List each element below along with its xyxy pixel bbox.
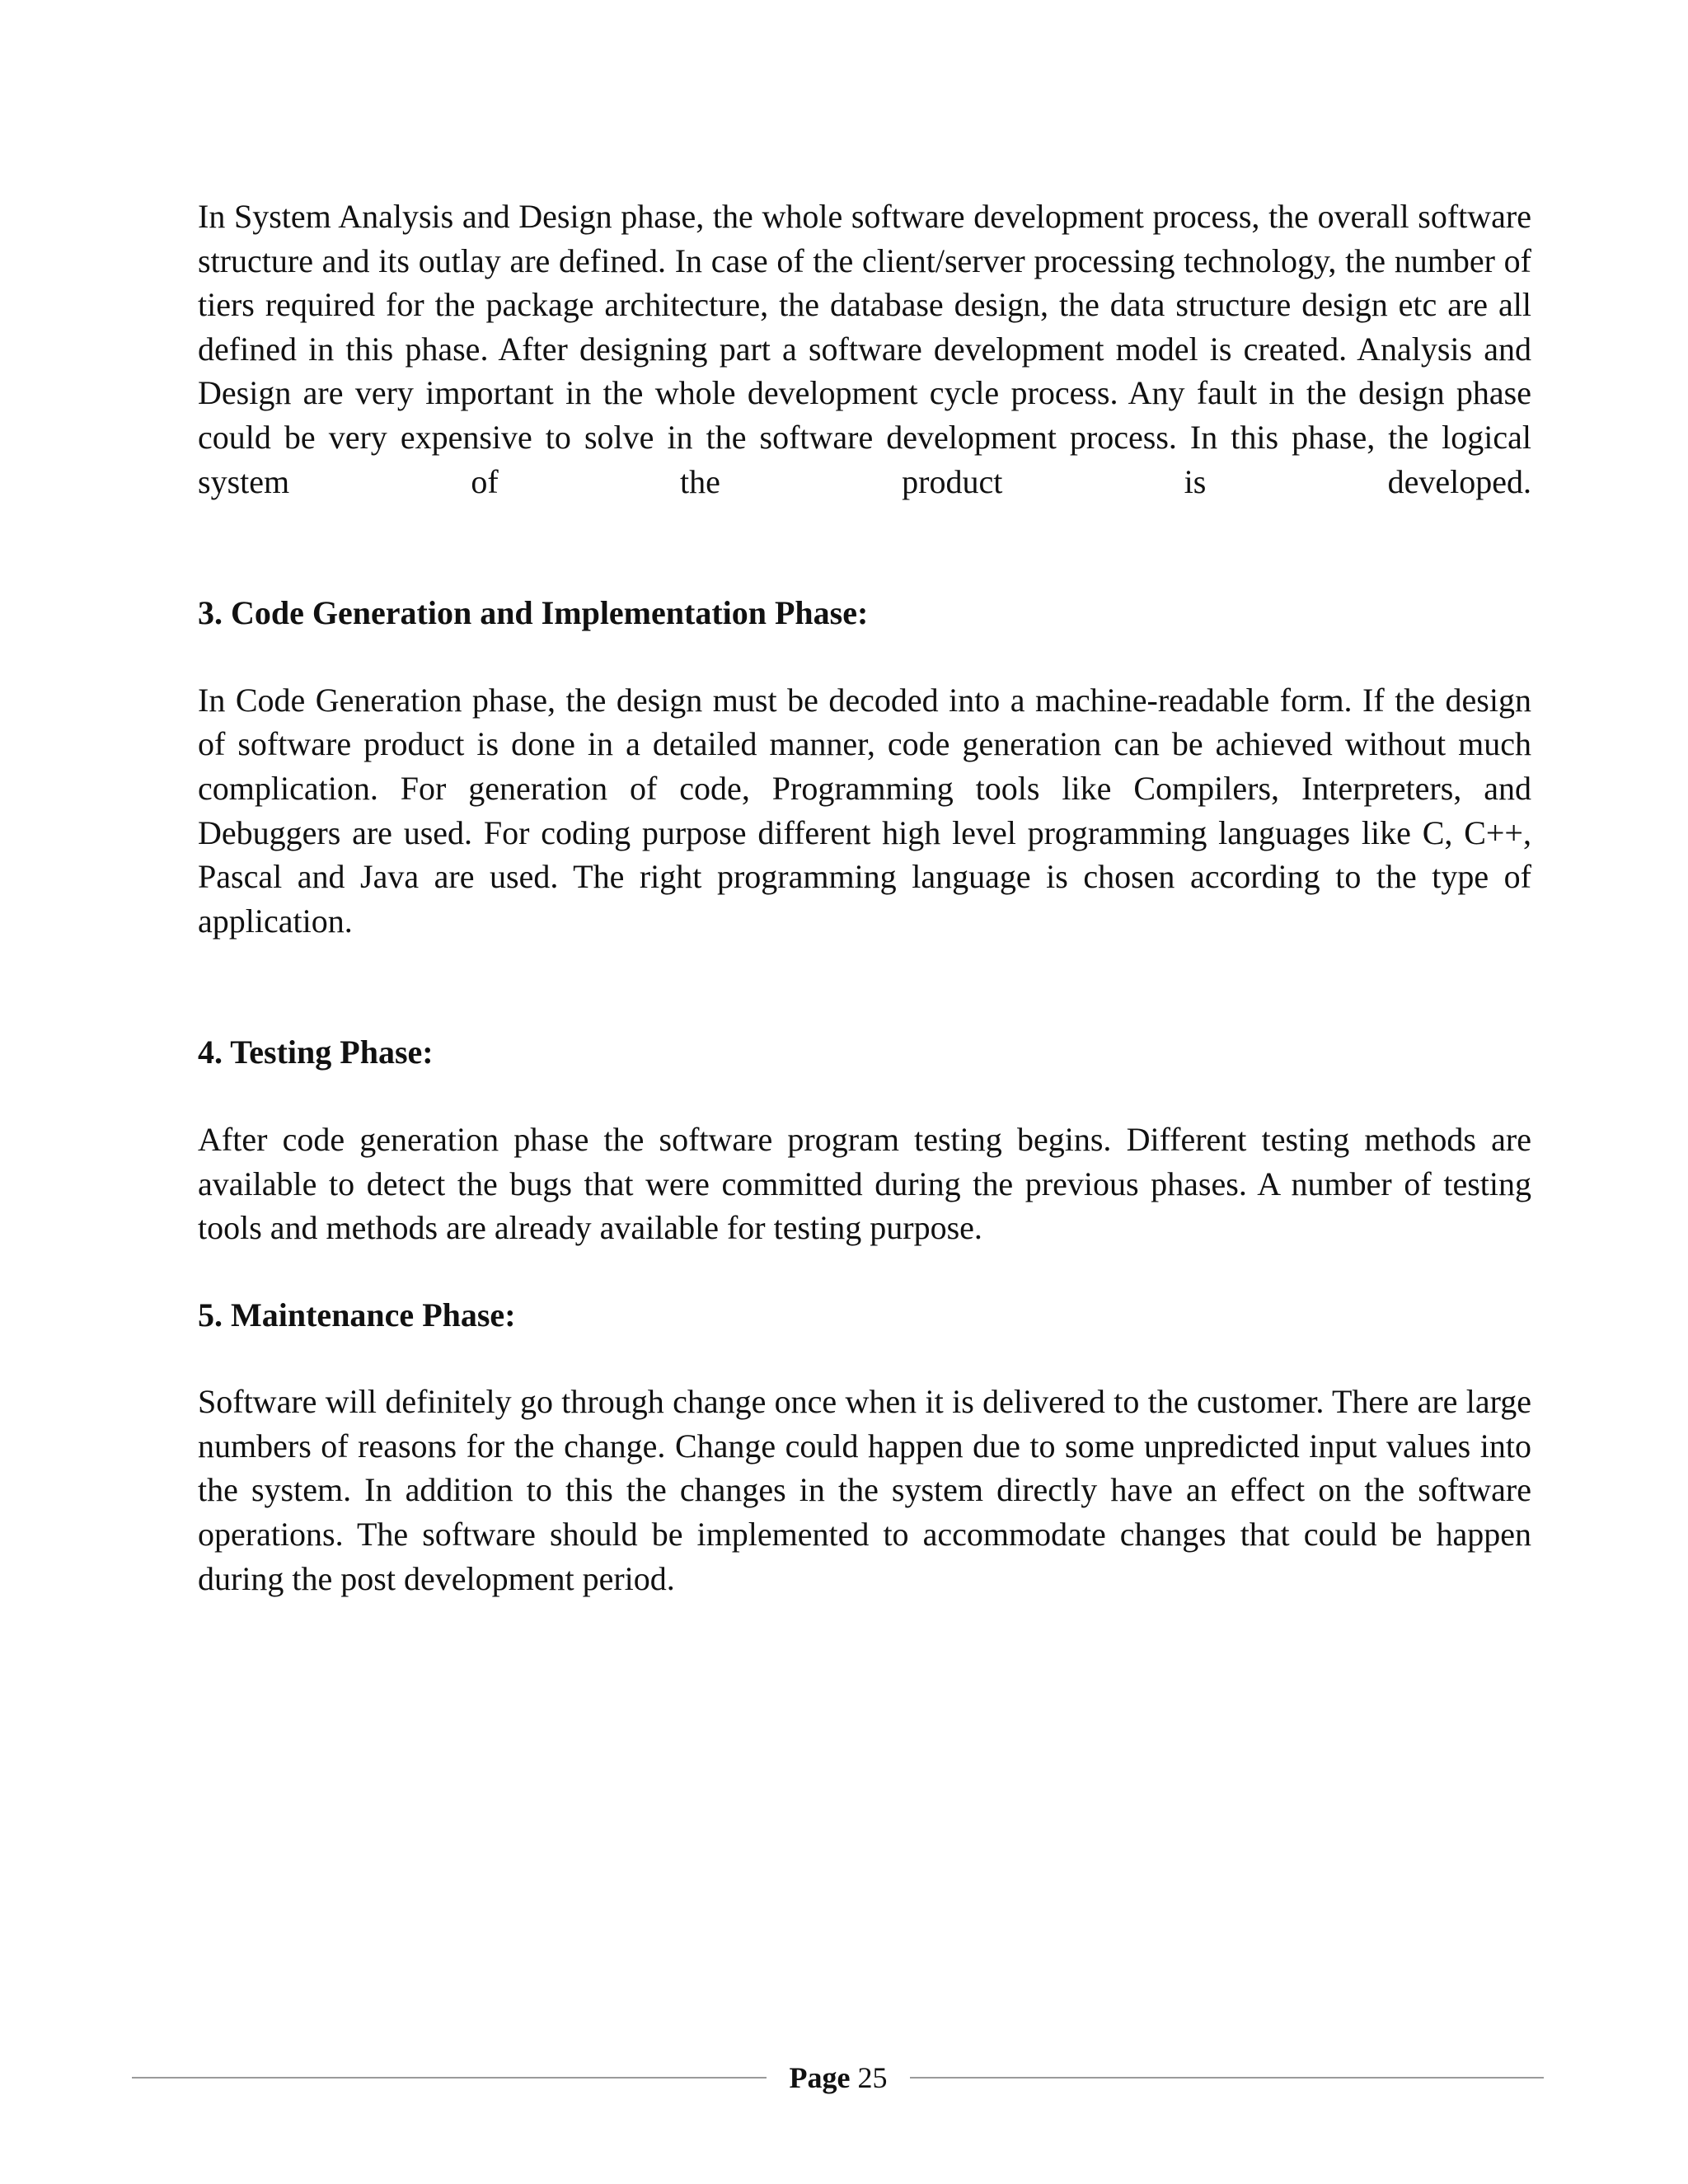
- section-body-code-generation: In Code Generation phase, the design must be decoded into a machine-readable form. If the design of software product is done in a detailed manner, code generation can be achieved without much complication. For generation of code, Programming tools like Compilers, Interpreters, and Debuggers are used. For coding purpose different high level programming languages like C, C++, Pascal and Java are used. The right programming language is chosen according to the type of application.: [198, 681, 1531, 940]
- intro-paragraph: In System Analysis and Design phase, the whole software development process, the overall software structure and its outlay are defined. In case of the client/server processing technology, the number of tiers required for the package architecture, the database design, the data structure design etc are all defined in this phase. After designing part a software development model is created. Analysis and Design are very important in the whole development cycle process. Any fault in the design phase could be very expensive to solve in the software development process. In this phase, the logical system of the product is developed.: [198, 198, 1531, 500]
- footer-rule-left: [132, 2077, 767, 2079]
- page-number: 25: [857, 2061, 888, 2094]
- footer-rule-right: [910, 2077, 1544, 2079]
- page-content: [198, 194, 1531, 1601]
- section-body-maintenance: Software will definitely go through change once when it is delivered to the customer. There are large numbers of reasons for the change. Change could happen due to some unpredicted input values into the system. In addition to this the changes in the system directly have an effect on the software operations. The software should be implemented to accommodate changes that could be happen during the post development period.: [198, 1383, 1531, 1597]
- section-body-testing: After code generation phase the software program testing begins. Different testing methods are available to detect the bugs that were committed during the previous phases. A number of testing tools and methods are already available for testing purpose.: [198, 1120, 1531, 1247]
- section-heading-code-generation: 3. Code Generation and Implementation Phase:: [198, 594, 869, 632]
- page-label: Page: [789, 2061, 851, 2094]
- section-heading-testing: 4. Testing Phase:: [198, 1033, 434, 1071]
- page-number-label: [767, 2059, 910, 2097]
- section-heading-maintenance: 5. Maintenance Phase:: [198, 1296, 516, 1333]
- page-footer: [132, 2059, 1544, 2097]
